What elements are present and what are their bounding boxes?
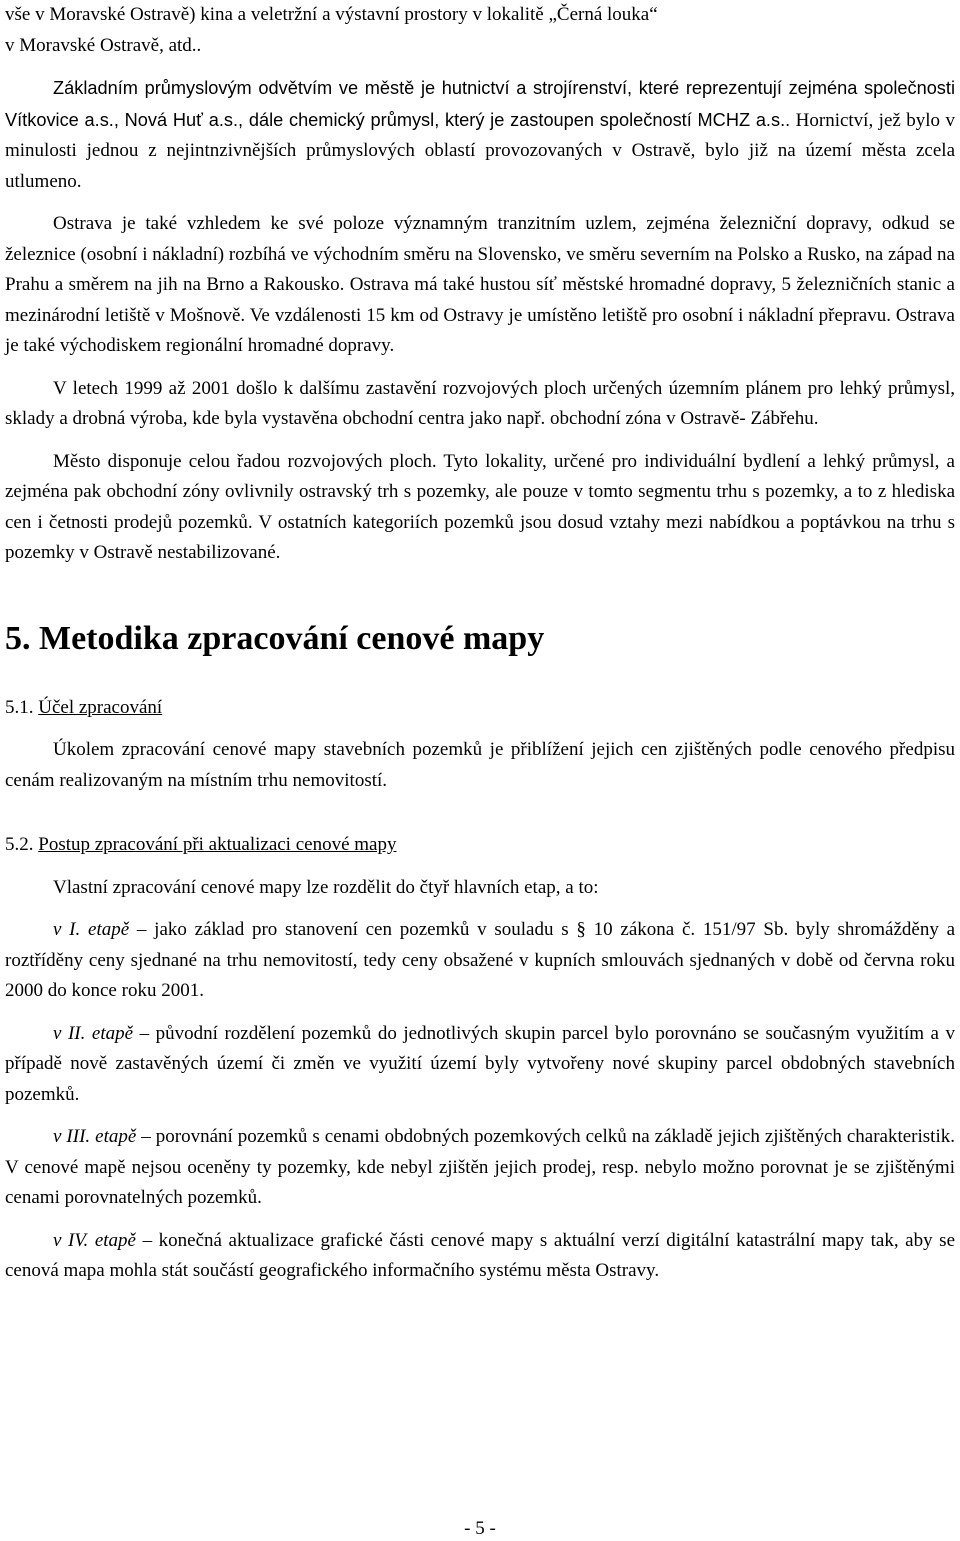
section-number: 5.1. [5,696,39,718]
document-page [5,0,955,1287]
section-number: 5.2. [5,834,39,855]
stage-label: v III. etapě [53,1126,137,1147]
development-paragraph: V letech 1999 až 2001 došlo k dalšímu zastavění rozvojových ploch určených územním plánem pro lehký průmysl, sklady a drobná výroba, kde byla vystavěna obchodní centra jako např. obchodní zóna v Ostravě- Zábřehu. [5,377,955,429]
stage-3-paragraph [5,1122,955,1214]
spacer [5,362,955,374]
industry-paragraph [5,73,955,197]
spacer [5,197,955,209]
stage-text: – konečná aktualizace grafické části cenové mapy s aktuální verzí digitální katastrální mapy tak, aby se cenová mapa mohla stát součástí geografického informačního systému města Ostravy. [5,1229,956,1281]
chapter-heading: 5. Metodika zpracování cenové mapy [5,619,545,657]
land-market-paragraph: Město disponuje celou řadou rozvojových ploch. Tyto lokality, určené pro individuální bydlení a lehký průmysl, a zejména pak obchodní zóny ovlivnily ostravský trh s pozemky, ale pouze v tomto segmentu trhu s pozemky, a to z hlediska cen i četnosti prodejů pozemků. V ostatních kategoriích pozemků jsou dosud vztahy mezi nabídkou a poptávkou na trhu s pozemky v Ostravě nestabilizované. [5,450,955,563]
section-5-2-intro: Vlastní zpracování cenové mapy lze rozdělit do čtyř hlavních etap, a to: [53,876,599,898]
spacer [5,61,955,73]
intro-line-2: v Moravské Ostravě, atd.. [5,34,202,56]
section-5-2-heading [5,830,955,861]
stage-2-paragraph [5,1019,955,1111]
stage-1-paragraph [5,915,955,1007]
spacer [5,1214,955,1226]
page-number: - 5 - [464,1518,496,1539]
spacer [5,903,955,915]
stage-label: v IV. etapě [53,1229,136,1251]
spacer [5,1110,955,1122]
spacer [5,1007,955,1019]
section-title: Postup zpracování při aktualizaci cenové mapy [38,834,397,855]
section-5-1-text: Úkolem zpracování cenové mapy stavebních pozemků je přiblížení jejich cen zjištěných podle cenového předpisu cenám realizovaným na místním trhu nemovitostí. [5,739,955,791]
industry-paragraph-serif-text: Hornictví, jež bylo v minulosti jednou z nejintnzivnějších průmyslových oblastí provozovaných v Ostravě, bylo již na území města zcela utlumeno. [5,109,955,192]
stage-text: – původní rozdělení pozemků do jednotlivých skupin parcel bylo porovnáno se současným využitím a v případě nově zastavěných území či změn ve využití území byly vytvořeny nové skupiny parcel obdobných stavebních pozemků. [5,1022,956,1105]
spacer [5,435,955,447]
stage-text: – jako základ pro stanovení cen pozemků v souladu s § 10 zákona č. 151/97 Sb. byly shromážděny a roztříděny ceny sjednané na trhu nemovitostí, tedy ceny obsažené v kupních smlouvách sjednaných v době od června roku 2000 do konce roku 2001. [5,919,955,1001]
stage-label: v I. etapě [53,919,130,940]
section-title: Účel zpracování [38,696,163,718]
industry-paragraph-sans-text: Základním průmyslovým odvětvím ve městě je hutnictví a strojírenství, které reprezentují zejména společnosti Vítkovice a.s., Nová Huť a.s., dále chemický průmysl, který je zastoupen společností MCHZ a.s.. [5,78,955,130]
stage-4-paragraph [5,1226,955,1287]
transport-paragraph: Ostrava je také vzhledem ke své poloze významným tranzitním uzlem, zejména železniční dopravy, odkud se železnice (osobní i nákladní) rozbíhá ve východním směru na Slovensko, ve směru severním na Polsko a Rusko, na západ na Prahu a směrem na jih na Brno a Rakousko. Ostrava má také hustou síť městské hromadné dopravy, 5 železničních stanic a mezinárodní letiště v Mošnově. Ve vzdálenosti 15 km od Ostravy je umístěno letiště pro osobní i nákladní přepravu. Ostrava je také východiskem regionální hromadné dopravy. [5,213,955,356]
intro-line-1: vše v Moravské Ostravě) kina a veletržní a výstavní prostory v lokalitě „Černá louka“ [5,4,658,25]
section-5-1-heading [5,693,955,724]
stage-label: v II. etapě [53,1022,134,1044]
stage-text: – porovnání pozemků s cenami obdobných pozemkových celků na základě jejich zjištěných charakteristik. V cenové mapě nejsou oceněny ty pozemky, kde nebyl zjištěn jejich prodej, resp. nebylo možno porovnat je se zjištěnými cenami porovnatelných pozemků. [5,1126,955,1208]
